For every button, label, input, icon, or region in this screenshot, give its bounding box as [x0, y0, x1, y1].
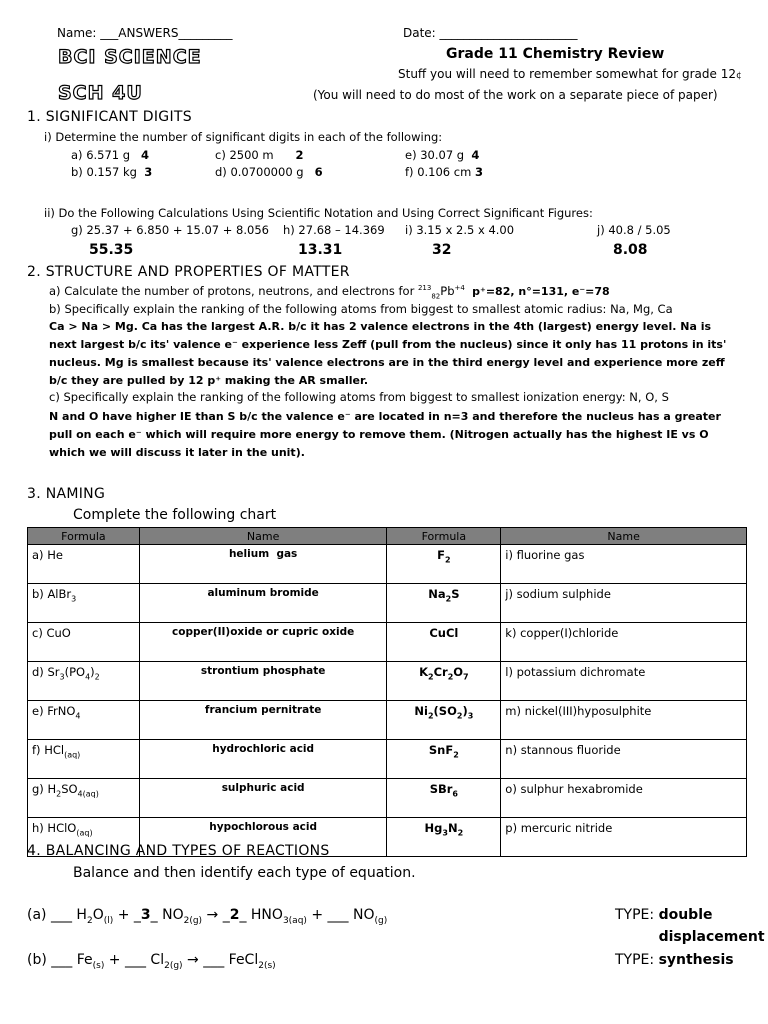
formula-answer-cell: $Na_2S$ [387, 584, 501, 623]
formula-answer-cell: $Ni_2(SO_2)_3$ [387, 701, 501, 740]
equation-b: (b) ___ $Fe_{(s)}$ + ___ $Cl_{2(g)}$ → ___ FeCl$_{2(s)}$ [27, 952, 276, 971]
sigdig-item-b: b) 0.157 kg 3 [71, 165, 153, 179]
chart-header-row [28, 528, 747, 545]
formula-answer-cell: $F_2$ [387, 545, 501, 584]
radius-answer: Ca > Na > Mg. Ca has the largest A.R. b/c it has 2 valence electrons in the 4th (largest) energy level. Na is next largest b/c its' valence e⁻ experience less Zeff (pull from the nucleus) since it only has 11 protons in its' nucleus. Mg is smallest because its' valence electrons are in the third energy level and experience more zeff b/c they are pulled by 12 p⁺ making the AR smaller. [49, 320, 727, 387]
calc-question: ii) Do the Following Calculations Using Scientific Notation and Using Correct Significant Figures: [44, 206, 593, 220]
name-cell: l) potassium dichromate [501, 662, 747, 701]
sigdig-item-a: a) 6.571 g 4 [71, 148, 150, 162]
table-row [28, 779, 747, 818]
work-note: (You will need to do most of the work on a separate piece of paper) [313, 88, 718, 102]
cent-icon: ¢ [736, 71, 742, 81]
table-row [28, 740, 747, 779]
name-answer-cell: hydrochloric acid [139, 740, 387, 779]
type-answer-a: double displacement [658, 907, 765, 945]
name-answer-cell: helium gas [139, 545, 387, 584]
name-answer-cell: aluminum bromide [139, 584, 387, 623]
type-answer-b: synthesis [658, 952, 734, 968]
table-row [28, 623, 747, 662]
school-logo-text: BCI SCIENCE [58, 46, 202, 68]
sigdig-question: i) Determine the number of significant digits in each of the following: [44, 130, 443, 144]
equation-a: (a) ___ $H_2O_{(l)}$ + _3_ $NO_{2(g)}$ → _2_ $HNO_{3(aq)}$ + ___ $NO_{(g)}$ [27, 907, 388, 926]
formula-cell: a) He [28, 545, 140, 584]
formula-cell: d) $Sr_3(PO_4)_2$ [28, 662, 140, 701]
table-row [28, 545, 747, 584]
equation-b-type: TYPE: synthesis [615, 952, 734, 968]
name-cell: n) stannous fluoride [501, 740, 747, 779]
name-cell: o) sulphur hexabromide [501, 779, 747, 818]
arrow-icon: → [187, 952, 199, 968]
formula-cell: b) AlBr$_3$ [28, 584, 140, 623]
section-1-heading: 1. SIGNIFICANT DIGITS [27, 109, 192, 125]
sigdig-item-f: f) 0.106 cm 3 [405, 165, 483, 179]
table-row [28, 584, 747, 623]
col-header-formula: Formula [387, 528, 501, 545]
name-answer-cell: strontium phosphate [139, 662, 387, 701]
formula-cell: h) HClO$_{(aq)}$ [28, 818, 140, 857]
formula-cell: f) HCl$_{(aq)}$ [28, 740, 140, 779]
sigdig-item-e: e) 30.07 g 4 [405, 148, 480, 162]
formula-cell: c) CuO [28, 623, 140, 662]
calc-answer-j: 8.08 [613, 242, 648, 258]
ie-answer: N and O have higher IE than S b/c the valence e⁻ are located in n=3 and therefore the nucleus has a greater pull on each e⁻ which will require more energy to remove them. (Nitrogen actually has the highest IE vs O which we will discuss it later in the unit). [49, 410, 721, 459]
naming-chart [27, 527, 747, 857]
calc-answer-g: 55.35 [89, 242, 134, 258]
section-4-heading: 4. BALANCING AND TYPES OF REACTIONS [27, 843, 330, 859]
course-code: SCH 4U [58, 82, 143, 104]
name-answer-cell: copper(II)oxide or cupric oxide [139, 623, 387, 662]
section-2-heading: 2. STRUCTURE AND PROPERTIES OF MATTER [27, 264, 350, 280]
name-cell: m) nickel(III)hyposulphite [501, 701, 747, 740]
name-cell: i) fluorine gas [501, 545, 747, 584]
sigdig-item-c: c) 2500 m 2 [215, 148, 304, 162]
lead-isotope-notation: $^{213}_{82}Pb^{+4}$ [417, 284, 465, 301]
equation-a-type: TYPE: double displacement [615, 907, 768, 948]
calc-answer-i: 32 [432, 242, 452, 258]
date-field: Date: _______________________ [403, 26, 578, 40]
page-title: Grade 11 Chemistry Review [446, 46, 665, 62]
sigdig-item-d: d) 0.0700000 g 6 [215, 165, 323, 179]
col-header-name: Name [139, 528, 387, 545]
section-3-heading: 3. NAMING [27, 486, 106, 502]
calc-item-h: h) 27.68 – 14.369 [283, 223, 385, 237]
table-row [28, 701, 747, 740]
name-cell: p) mercuric nitride [501, 818, 747, 857]
calc-item-g: g) 25.37 + 6.850 + 15.07 + 8.056 [71, 223, 269, 237]
ie-question: c) Specifically explain the ranking of the following atoms from biggest to smallest ionization energy: N, O, S [49, 390, 669, 404]
arrow-icon: → [206, 907, 219, 923]
naming-instruction: Complete the following chart [73, 507, 277, 523]
formula-cell: g) $H_2SO_{4(aq)}$ [28, 779, 140, 818]
formula-cell: e) FrNO$_4$ [28, 701, 140, 740]
name-answer-cell: francium pernitrate [139, 701, 387, 740]
col-header-formula: Formula [28, 528, 140, 545]
calc-item-j: j) 40.8 / 5.05 [597, 223, 671, 237]
formula-answer-cell: CuCl [387, 623, 501, 662]
col-header-name: Name [501, 528, 747, 545]
name-answer-cell: hypochlorous acid [139, 818, 387, 857]
balancing-instruction: Balance and then identify each type of equation. [73, 865, 416, 881]
formula-answer-cell: $K_2Cr_2O_7$ [387, 662, 501, 701]
table-row [28, 662, 747, 701]
formula-answer-cell: SBr$_6$ [387, 779, 501, 818]
name-cell: k) copper(I)chloride [501, 623, 747, 662]
calc-item-i: i) 3.15 x 2.5 x 4.00 [405, 223, 515, 237]
name-field: Name: ___ANSWERS_________ [57, 26, 233, 40]
calc-answer-h: 13.31 [298, 242, 343, 258]
name-answer-cell: sulphuric acid [139, 779, 387, 818]
name-cell: j) sodium sulphide [501, 584, 747, 623]
page-subtitle: Stuff you will need to remember somewhat for grade 12¢ [398, 67, 742, 81]
radius-question: b) Specifically explain the ranking of the following atoms from biggest to smallest atomic radius: Na, Mg, Ca [49, 302, 673, 316]
particles-question: a) Calculate the number of protons, neutrons, and electrons for $^{213}_{82}Pb^{+4}$ p⁺=82, n°=131, e⁻=78 [49, 284, 610, 301]
formula-answer-cell: SnF$_2$ [387, 740, 501, 779]
formula-answer-cell: $Hg_3N_2$ [387, 818, 501, 857]
